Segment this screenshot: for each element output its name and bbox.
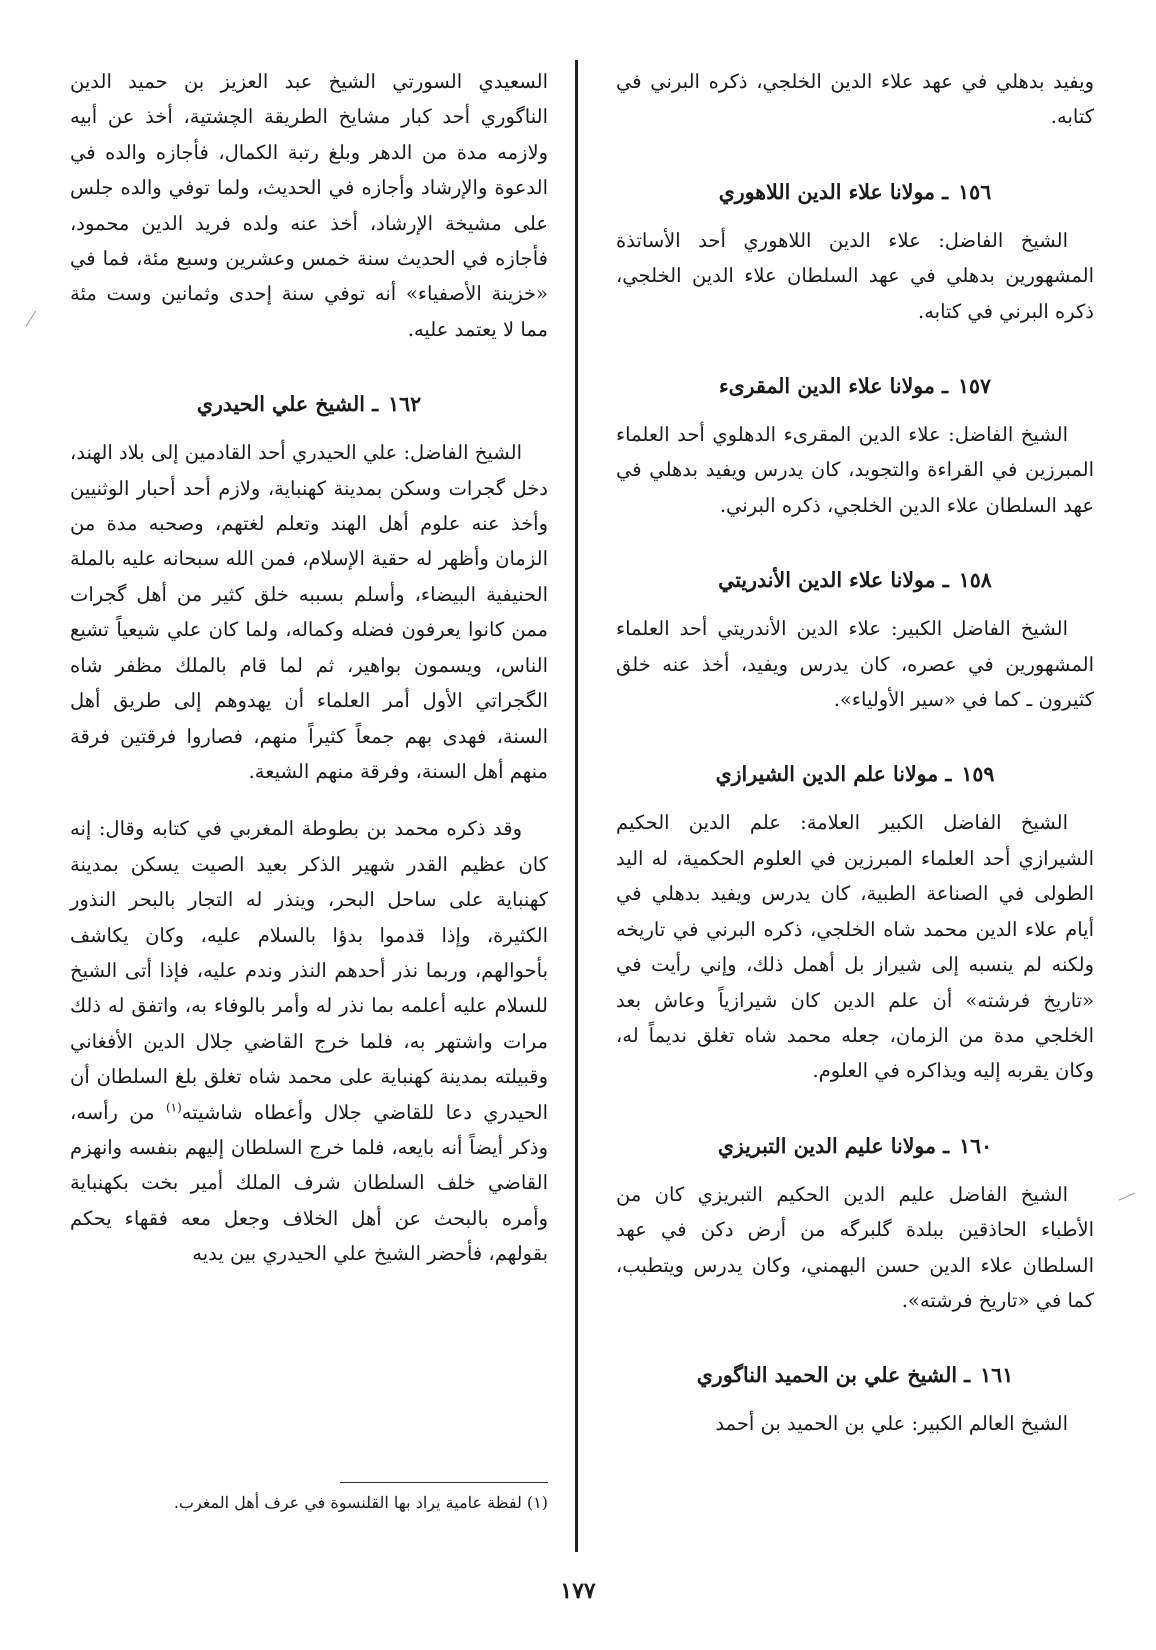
entry-title: ـ مولانا علاء الدين اللاهوري (718, 179, 949, 204)
entry-number: ١٥٦ (958, 179, 992, 204)
entry-number: ١٦٠ (959, 1133, 993, 1158)
entry-heading-158 (616, 563, 1094, 597)
scan-mark (26, 311, 36, 327)
column-divider (575, 60, 578, 1552)
footnote-divider (340, 1482, 548, 1483)
entry-body-161: الشيخ العالم الكبير: علي بن الحميد بن أحمد (715, 1412, 1068, 1436)
entry-number: ١٦١ (980, 1363, 1014, 1388)
entry-title: ـ مولانا علم الدين الشيرازي (715, 762, 952, 787)
entry-body-160: الشيخ الفاضل عليم الدين الحكيم التبريزي كان من الأطباء الحاذقين ببلدة گلبرگه من أرض دكن في عهد السلطان علاء الدين حسن البهمني، وكان يدرس ويتطبب، كما في «تاريخ فرشته». (616, 1182, 1094, 1312)
entry-number: ١٥٩ (961, 762, 995, 787)
entry-number: ١٦٢ (388, 392, 422, 417)
entry-title: ـ مولانا علاء الدين المقرىء (718, 374, 948, 399)
entry-title: ـ الشيخ علي الحيدري (196, 392, 379, 417)
page-number: ١٧٧ (560, 1578, 596, 1604)
entry-number: ١٥٨ (958, 568, 992, 593)
body-text-before-note: وقد ذكره محمد بن بطوطة المغربي في كتابه وقال: إنه كان عظيم القدر شهير الذكر بعيد الصيت يسكن بمدينة كهنباية على ساحل البحر، وينذر له التجار بالبحر النذور الكثيرة، وإذا قدموا بدؤا بالسلام عليه، وكان يكاشف بأحوالهم، وربما نذر أحدهم النذر وندم عليه، فإذا أتى الشيخ للسلام عليه أعلمه بما نذر له وأمر بالوفاء به، واتفق له ذلك مرات واشتهر به، فلما خرج القاضي جلال الدين الأفغاني وقبيلته بمدينة كهنباية على محمد شاه تغلق بلغ السلطان أن الحيدري دعا للقاضي جلال وأعطاه شاشيته (70, 817, 549, 1124)
entry-heading-159 (616, 757, 1094, 791)
entry-body-162-part2 (70, 811, 548, 1271)
entry-number: ١٥٧ (958, 374, 992, 399)
entry-body-159: الشيخ الفاضل الكبير العلامة: علم الدين الحكيم الشيرازي أحد العلماء المبرزين في العلوم الحكمية، له اليد الطولى في الصناعة الطبية، كان يدرس ويفيد بدهلي في أيام علاء الدين محمد شاه الخلجي، ذكره البرني في تاريخه ولكنه لم ينسبه إلى شيراز بل أهمل ذلك، وإني رأيت في «تاريخ فرشته» أن علم الدين كان شيرازياً وعاش بعد الخلجي مدة من الزمان، جعله محمد شاه تغلق نديماً له، وكان يقربه إليه ويذاكره في العلوم. (616, 811, 1094, 1083)
body-text-after-note: من رأسه، وذكر أيضاً أنه بايعه، فلما خرج السلطان إليهم بنفسه وانهزم القاضي خلف السلطان شرف الملك أمير بخت بكهنباية وأمره بالبحث عن أهل الخلاف وجعل معه فقهاء يحكم بقولهم، فأحضر الشيخ علي الحيدري بين يديه (70, 1100, 548, 1266)
entry-title: ـ مولانا عليم الدين التبريزي (717, 1133, 950, 1158)
right-column (616, 64, 1094, 1442)
continuation-paragraph: السعيدي السورتي الشيخ عبد العزيز بن حميد الدين الناگوري أحد كبار مشايخ الطريقة الچشتية، أخذ عن أبيه ولازمه مدة من الدهر وبلغ رتبة الكمال، فأجازه والده في الدعوة والإرشاد وأجازه في الحديث، ولما توفي والده جلس على مشيخة الإرشاد، أخذ عنه ولده فريد الدين محمود، فأجازه في الحديث سنة خمس وعشرين وسبع مئة، فما في «خزينة الأصفياء» أنه توفي سنة إحدى وثمانين وست مئة مما لا يعتمد عليه. (70, 70, 548, 341)
entry-body-158: الشيخ الفاضل الكبير: علاء الدين الأندريتي أحد العلماء المشهورين في عصره، كان يدرس ويفيد، أخذ عنه خلق كثيرون ـ كما في «سير الأولياء». (616, 617, 1094, 712)
entry-heading-157 (616, 369, 1094, 403)
footnote-marker: (١) (526, 1493, 548, 1512)
entry-heading-160 (616, 1129, 1094, 1163)
entry-body-156: الشيخ الفاضل: علاء الدين اللاهوري أحد الأساتذة المشهورين بدهلي في عهد السلطان علاء الدين الخلجي، ذكره البرني في كتابه. (616, 228, 1094, 323)
entry-title: ـ الشيخ علي بن الحميد الناگوري (696, 1363, 971, 1388)
footnote-text: لفظة عامية يراد بها القلنسوة في عرف أهل المغرب. (173, 1493, 522, 1512)
footnote-reference: (١) (165, 1100, 182, 1115)
left-column (70, 64, 548, 1272)
entry-body-157: الشيخ الفاضل: علاء الدين المقرىء الدهلوي أحد العلماء المبرزين في القراءة والتجويد، كان يدرس ويفيد بدهلي في عهد السلطان علاء الدين الخلجي، ذكره البرني. (616, 423, 1094, 517)
entry-title: ـ مولانا علاء الدين الأندريتي (718, 568, 949, 593)
entry-heading-156 (616, 175, 1094, 209)
footnote (70, 1490, 548, 1516)
entry-heading-162 (70, 387, 548, 421)
entry-body-162-part1: الشيخ الفاضل: علي الحيدري أحد القادمين إلى بلاد الهند، دخل گجرات وسكن بمدينة كهنباية، ولازم أحد أحبار الوثنيين وأخذ عنه علوم أهل الهند وتعلم لغتهم، وصحبه مدة من الزمان وأظهر له حقية الإسلام، فمن الله سبحانه عليه بالملة الحنيفية البيضاء، وأسلم بسببه خلق كثير من أهل گجرات ممن كانوا يعرفون فضله وكماله، ولما كان علي شيعياً تشيع الناس، ويسمون بواهير، ثم لما قام بالملك مظفر شاه الگجراتي الأول أمر العلماء أن يهدوهم إلى طريق أهل السنة، فهدى بهم جمعاً كثيراً منهم، فصاروا فرقتين فرقة منهم أهل السنة، وفرقة منهم الشيعة. (70, 441, 548, 783)
intro-paragraph: ويفيد بدهلي في عهد علاء الدين الخلجي، ذكره البرني في كتابه. (616, 70, 1094, 129)
scan-mark (1119, 1192, 1136, 1200)
entry-heading-161 (616, 1358, 1094, 1392)
